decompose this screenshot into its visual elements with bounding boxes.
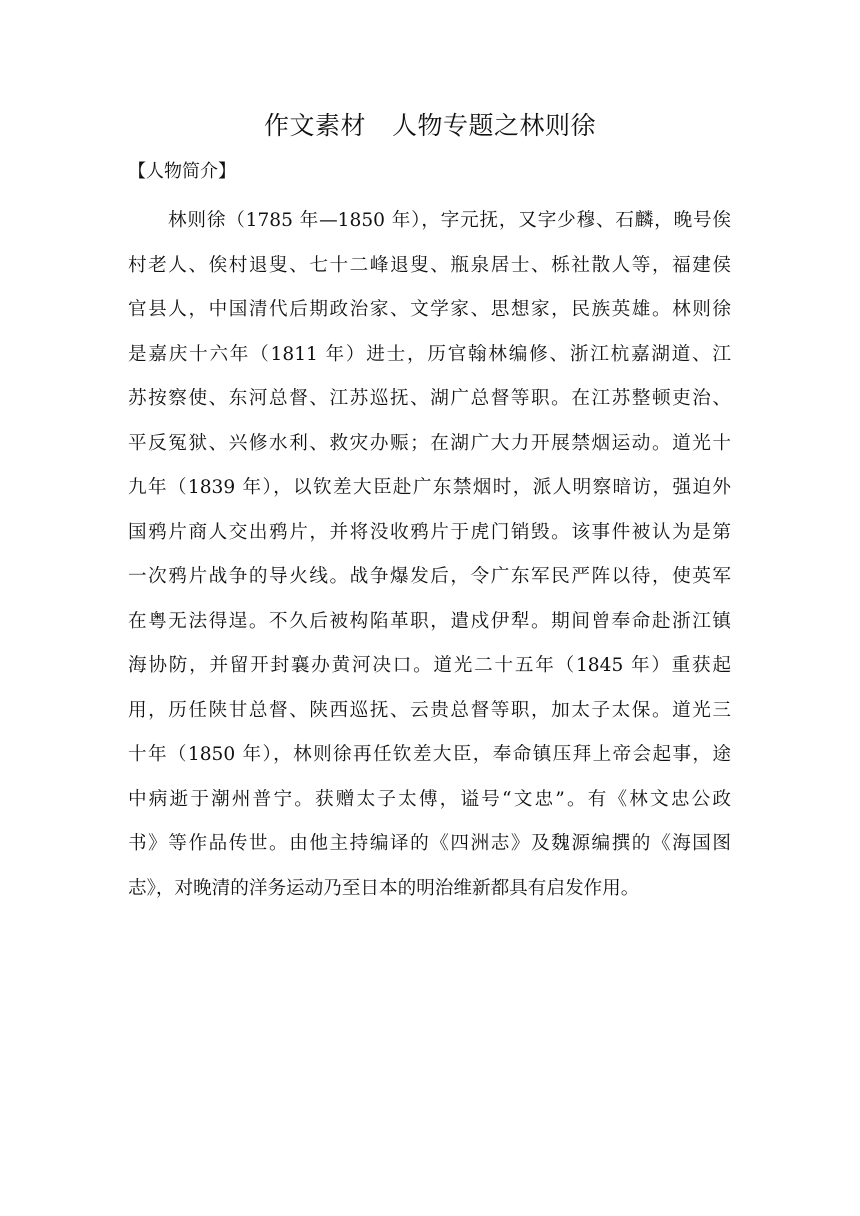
biography-paragraph: [128, 199, 731, 911]
paragraph-line: 书》等作品传世。由他主持编译的《四洲志》及魏源编撰的《海国图: [128, 833, 731, 854]
paragraph-line: 九年（1839 年），以钦差大臣赴广东禁烟时，派人明察暗访，强迫外: [128, 477, 731, 498]
paragraph-line: 林则徐（1785 年—1850 年），字元抚，又字少穆、石麟，晚号俟: [168, 210, 731, 231]
paragraph-line: 是嘉庆十六年（1811 年）进士，历官翰林编修、浙江杭嘉湖道、江: [128, 343, 731, 365]
page-title: [0, 108, 860, 144]
paragraph-line: 村老人、俟村退叟、七十二峰退叟、瓶泉居士、栎社散人等，福建侯: [128, 254, 731, 276]
paragraph-line: 海协防，并留开封襄办黄河决口。道光二十五年（1845 年）重获起: [128, 655, 731, 676]
paragraph-line: 国鸦片商人交出鸦片，并将没收鸦片于虎门销毁。该事件被认为是第: [128, 521, 731, 543]
paragraph-line: 志》，对晚清的洋务运动乃至日本的明治维新都具有启发作用。: [128, 877, 640, 899]
paragraph-line: 苏按察使、东河总督、江苏巡抚、湖广总督等职。在江苏整顿吏治、: [128, 388, 731, 409]
paragraph-line: 十年（1850 年），林则徐再任钦差大臣，奉命镇压拜上帝会起事，途: [128, 744, 731, 765]
paragraph-line: 一次鸦片战争的导火线。战争爆发后，令广东军民严阵以待，使英军: [128, 566, 731, 587]
paragraph-line: 中病逝于潮州普宁。获赠太子太傅，谥号“文忠”。有《林文忠公政: [128, 788, 731, 810]
title-part-2: 人物专题之林则徐: [392, 111, 597, 140]
paragraph-line: 平反冤狱、兴修水利、救灾办赈；在湖广大力开展禁烟运动。道光十: [128, 432, 731, 454]
section-heading: 【人物简介】: [128, 161, 236, 182]
title-part-1: 作文素材: [263, 111, 366, 140]
paragraph-line: 用，历任陕甘总督、陕西巡抚、云贵总督等职，加太子太保。道光三: [128, 699, 731, 721]
paragraph-line: 官县人，中国清代后期政治家、文学家、思想家，民族英雄。林则徐: [128, 299, 731, 320]
paragraph-line: 在粤无法得逞。不久后被构陷革职，遣戍伊犁。期间曾奉命赴浙江镇: [128, 610, 731, 632]
